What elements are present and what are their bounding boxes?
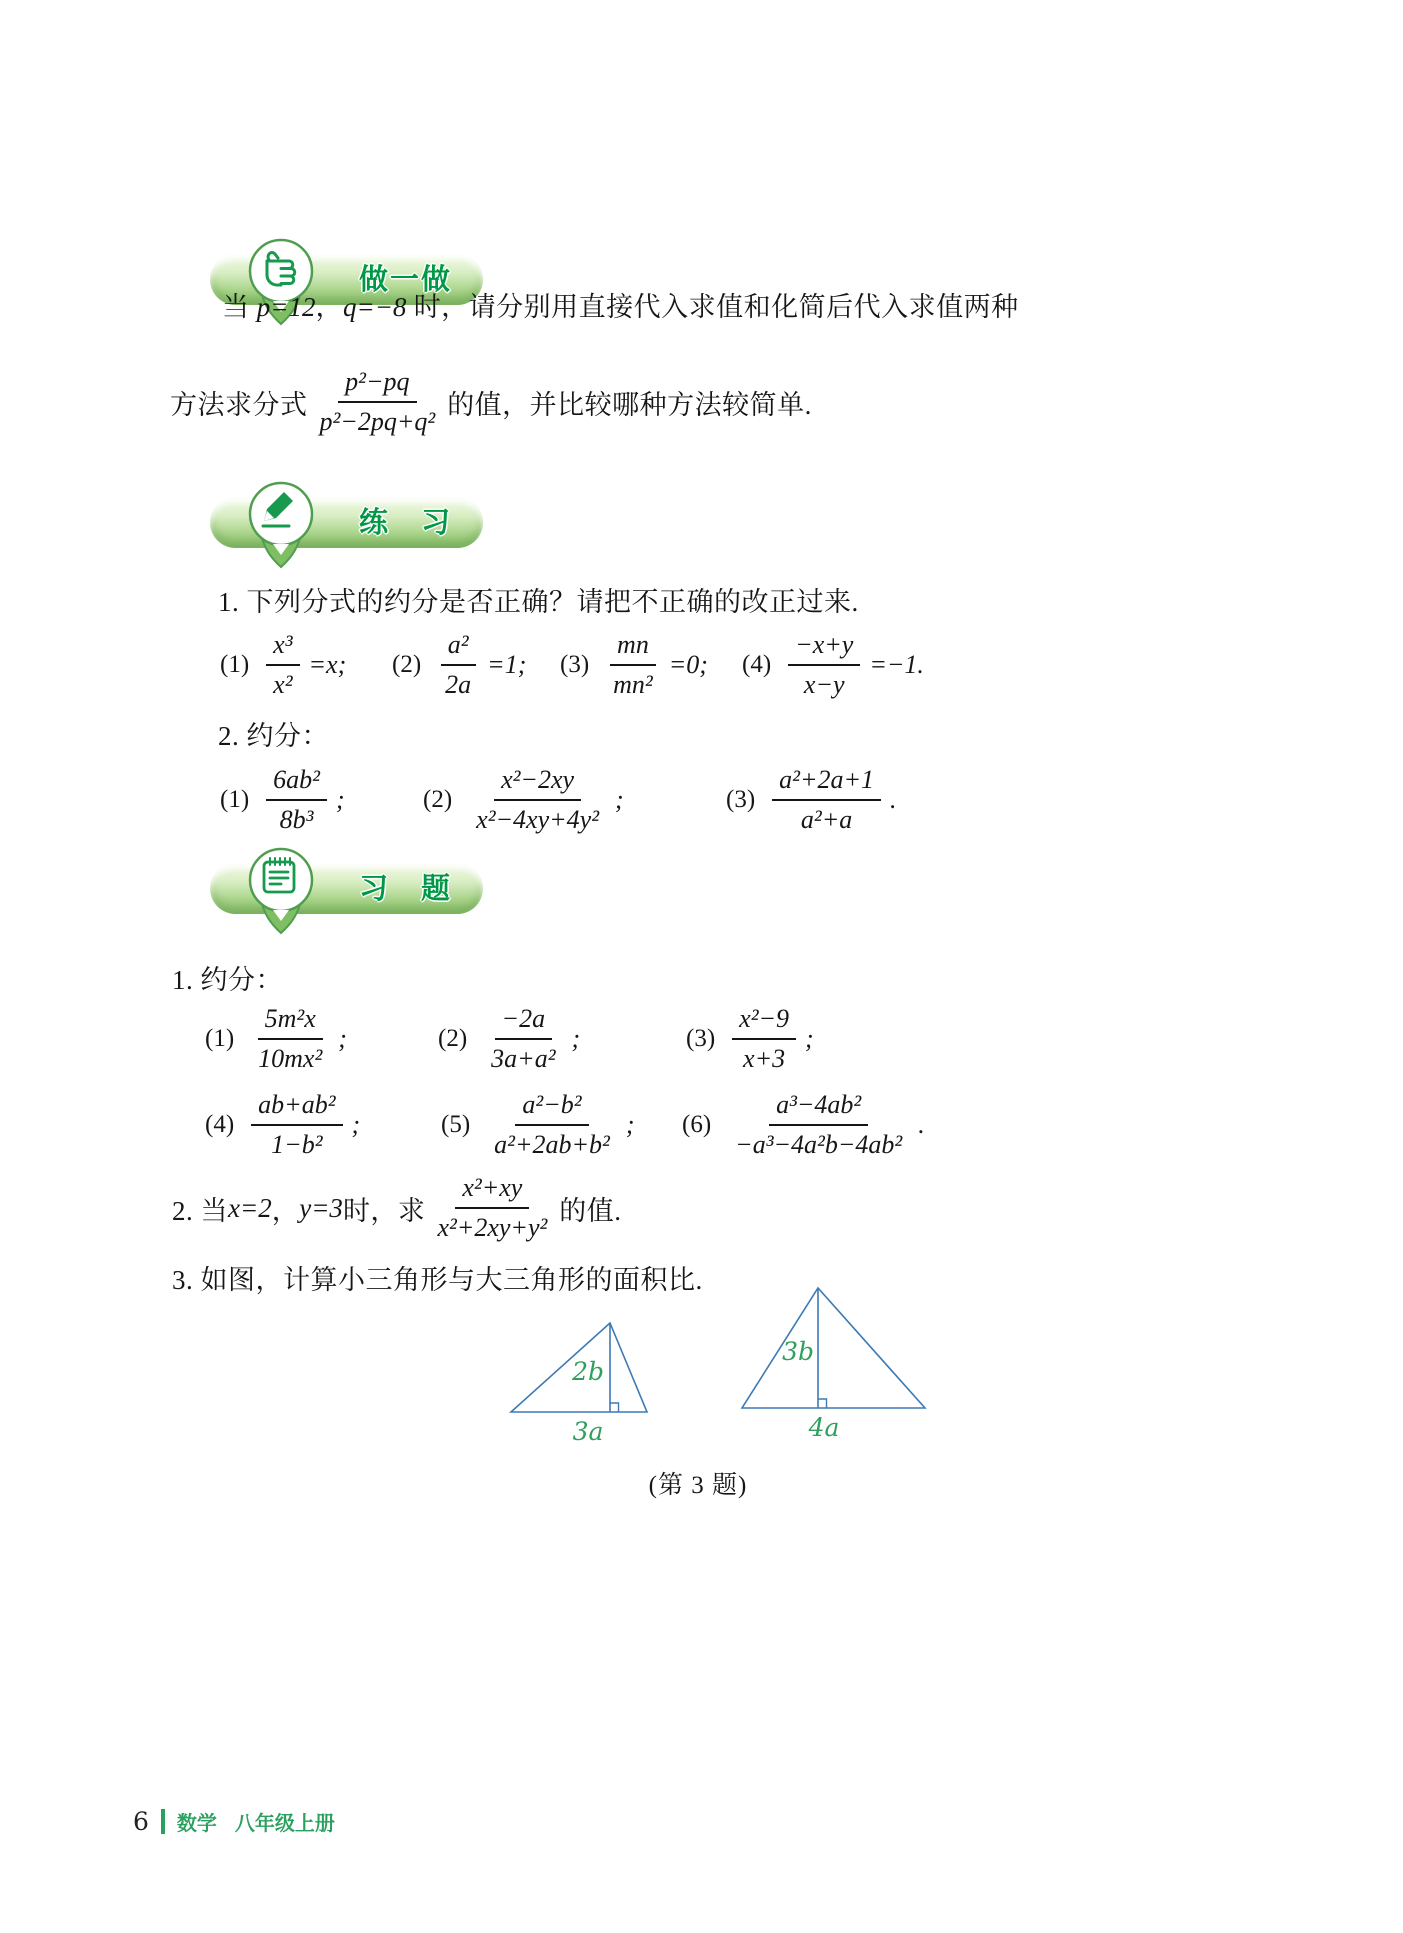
problem-label: (1) <box>205 1025 235 1052</box>
problem-label: (6) <box>682 1111 712 1138</box>
badge-label-do: 做一做 <box>358 264 452 296</box>
practice-q2-title: 2. 约分： <box>218 721 329 751</box>
page-number: 6 <box>133 1806 149 1836</box>
problem-item <box>682 1082 925 1168</box>
fraction <box>732 1003 796 1076</box>
page-footer <box>133 1806 335 1836</box>
fraction <box>469 764 606 837</box>
problem-item <box>742 622 924 708</box>
fraction <box>266 629 299 702</box>
fraction <box>487 1089 617 1162</box>
problem-result: =x; <box>308 650 347 679</box>
fraction-denominator: x²+2xy+y² <box>437 1213 548 1242</box>
problem-label: (4) <box>205 1111 235 1138</box>
problem-result: ; <box>625 1110 635 1139</box>
fraction-numerator: 6ab² <box>266 764 327 802</box>
exercise-q1-title: 1. 约分： <box>172 965 283 995</box>
fraction-denominator: 3a+a² <box>491 1044 556 1073</box>
exercise-q2-line <box>172 1160 622 1256</box>
fraction-denominator: 8b³ <box>279 805 314 834</box>
problem-result: ; <box>615 785 624 814</box>
text-segment: ， <box>315 292 343 322</box>
footer-book-title: 八年级上册 <box>234 1812 335 1835</box>
fraction-numerator: ab+ab² <box>251 1089 342 1127</box>
problem-result: . <box>918 1110 925 1139</box>
big-height-label: 3b <box>782 1337 814 1366</box>
fraction <box>606 629 660 702</box>
fraction-numerator: mn <box>610 629 656 667</box>
exercise-q1-row-a <box>0 996 1403 1082</box>
math-segment: y=3 <box>299 1192 343 1223</box>
problem-item <box>441 1082 635 1168</box>
problem-item <box>423 752 624 848</box>
problem-item <box>220 622 346 708</box>
practice-q2-row <box>0 752 1403 848</box>
fraction-numerator: x²+xy <box>455 1172 529 1210</box>
fraction <box>788 629 860 702</box>
problem-item <box>726 752 897 848</box>
problem-item <box>220 752 345 848</box>
badge-label-exercise: 习 题 <box>358 873 452 905</box>
math-segment: x=2 <box>228 1192 272 1223</box>
fraction-numerator: a³−4ab² <box>769 1089 868 1127</box>
big-right-angle-mark <box>818 1399 827 1408</box>
problem-label: (5) <box>441 1111 471 1138</box>
fraction-denominator: 2a <box>445 670 472 699</box>
fraction-denominator: a²+a <box>800 805 853 834</box>
problem-label: (3) <box>560 651 590 678</box>
problem-result: =−1. <box>869 650 924 679</box>
badge-label-practice: 练 习 <box>358 507 452 539</box>
problem-label: (4) <box>742 651 772 678</box>
fraction <box>772 764 881 837</box>
fraction-numerator: x³ <box>266 629 299 667</box>
problem-result: ; <box>805 1024 814 1053</box>
fraction-denominator: 10mx² <box>258 1044 323 1073</box>
notepad-icon <box>246 845 316 939</box>
math-segment: p=12 <box>256 292 316 322</box>
text-segment: 的值，并比较哪种方法较简单. <box>447 389 812 420</box>
problem-label: (1) <box>220 651 250 678</box>
problem-result: . <box>890 785 897 814</box>
text-segment: 当 <box>222 292 257 322</box>
triangles-figure <box>400 1280 960 1470</box>
text-segment: 2. 当 <box>172 1195 228 1226</box>
text-segment: 时，请分别用直接代入求值和化简后代入求值两种 <box>406 292 1019 322</box>
pencil-icon <box>246 479 316 573</box>
fraction-denominator: p²−2pq+q² <box>319 407 436 436</box>
fraction-denominator: x²−4xy+4y² <box>476 805 599 834</box>
problem-item <box>686 996 814 1082</box>
text-segment: 方法求分式 <box>170 389 308 420</box>
problem-label: (1) <box>220 786 250 813</box>
fraction <box>251 1089 342 1162</box>
problem-result: ; <box>571 1024 581 1053</box>
small-right-angle-mark <box>610 1403 619 1412</box>
fraction-numerator: −2a <box>495 1003 553 1041</box>
fraction-denominator: a²+2ab+b² <box>494 1130 610 1159</box>
fraction-numerator: 5m²x <box>258 1003 323 1041</box>
fraction-numerator: a² <box>441 629 476 667</box>
problem-label: (3) <box>686 1025 716 1052</box>
problem-label: (2) <box>423 786 453 813</box>
section-badge-practice <box>210 479 490 581</box>
footer-subject: 数学 <box>176 1812 217 1835</box>
fraction <box>430 1172 554 1245</box>
fraction-denominator: mn² <box>613 670 653 699</box>
problem-result: =0; <box>668 650 708 679</box>
text-segment: ， <box>271 1195 300 1226</box>
fraction <box>438 629 478 702</box>
fraction-numerator: a²−b² <box>515 1089 588 1127</box>
fraction <box>266 764 327 837</box>
fraction-numerator: p²−pq <box>338 366 416 404</box>
big-base-label: 4a <box>808 1413 840 1442</box>
text-segment: 的值. <box>559 1195 622 1226</box>
fraction-denominator: x−y <box>803 670 845 699</box>
small-base-label: 3a <box>572 1417 604 1446</box>
practice-q1-title: 1. 下列分式的约分是否正确？请把不正确的改正过来. <box>218 587 859 617</box>
problem-label: (2) <box>392 651 422 678</box>
problem-item <box>438 996 580 1082</box>
practice-q1-row <box>0 622 1403 708</box>
section-badge-exercise <box>210 845 490 947</box>
big-triangle <box>742 1288 925 1408</box>
footer-divider <box>161 1809 165 1834</box>
fraction <box>728 1089 909 1162</box>
problem-result: ; <box>338 1024 347 1053</box>
problem-item <box>205 1082 360 1168</box>
fraction-numerator: a²+2a+1 <box>772 764 881 802</box>
exercise-q1-row-b <box>0 1082 1403 1168</box>
figure-caption: (第 3 题) <box>648 1472 748 1499</box>
text-segment: 时，求 <box>342 1195 426 1226</box>
fraction-denominator: x+3 <box>743 1044 786 1073</box>
fraction <box>484 1003 562 1076</box>
fraction-denominator: −a³−4a²b−4ab² <box>735 1130 903 1159</box>
problem-label: (3) <box>726 786 756 813</box>
fraction-numerator: −x+y <box>788 629 860 667</box>
fraction-denominator: x² <box>273 670 293 699</box>
do-text-line1 <box>222 285 1019 324</box>
problem-item <box>205 996 347 1082</box>
exercise-q3-title: 3. 如图，计算小三角形与大三角形的面积比. <box>172 1265 703 1295</box>
problem-item <box>392 622 526 708</box>
problem-item <box>560 622 708 708</box>
problem-label: (2) <box>438 1025 468 1052</box>
fraction <box>251 1003 329 1076</box>
problem-result: =1; <box>487 650 527 679</box>
small-height-label: 2b <box>572 1357 604 1386</box>
fraction-numerator: x²−2xy <box>494 764 581 802</box>
math-segment: q=−8 <box>342 292 407 322</box>
fraction-numerator: x²−9 <box>732 1003 796 1041</box>
problem-result: ; <box>335 785 345 814</box>
do-text-line2 <box>170 346 812 458</box>
fraction-denominator: 1−b² <box>271 1130 323 1159</box>
problem-result: ; <box>351 1110 361 1139</box>
fraction <box>313 366 443 439</box>
